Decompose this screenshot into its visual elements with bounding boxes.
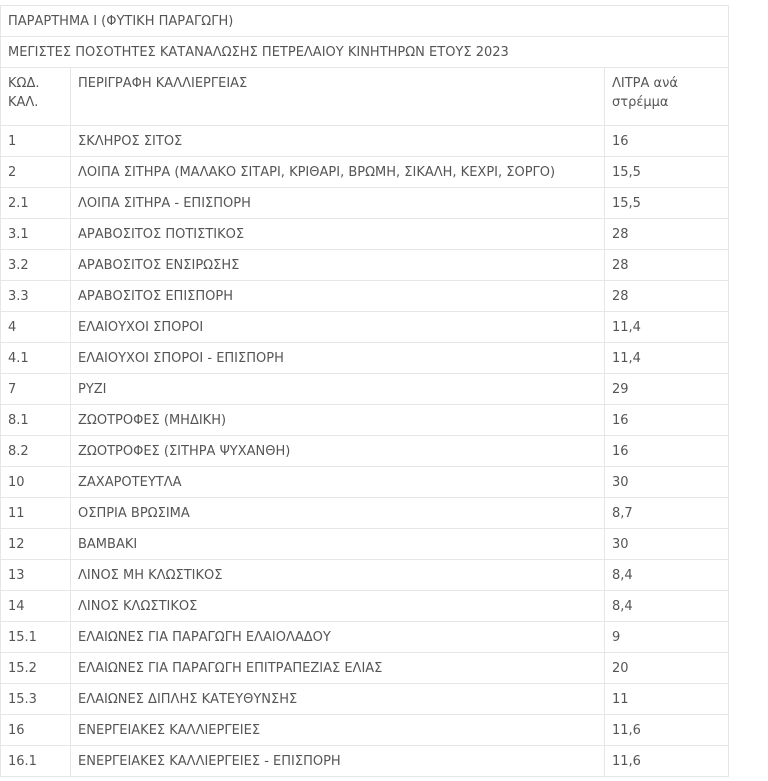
cell-liters: 16 [605,436,729,467]
table-row [1,405,729,436]
cell-code: 2 [1,157,71,188]
cell-code: 16.1 [1,746,71,777]
cell-code: 10 [1,467,71,498]
cell-code: 15.1 [1,622,71,653]
cell-liters: 11,4 [605,343,729,374]
header-liters: ΛΙΤΡΑ ανά στρέμμα [605,68,729,126]
cell-liters: 8,4 [605,591,729,622]
cell-code: 2.1 [1,188,71,219]
cell-description: ΛΙΝΟΣ ΜΗ ΚΛΩΣΤΙΚΟΣ [71,560,605,591]
cell-code: 14 [1,591,71,622]
table-row [1,560,729,591]
table-row [1,312,729,343]
cell-description: ΕΛΑΙΩΝΕΣ ΓΙΑ ΠΑΡΑΓΩΓΗ ΕΛΑΙΟΛΑΔΟΥ [71,622,605,653]
table-title-row [1,37,729,68]
cell-code: 16 [1,715,71,746]
table-row [1,715,729,746]
cell-code: 3.3 [1,281,71,312]
header-description: ΠΕΡΙΓΡΑΦΗ ΚΑΛΛΙΕΡΓΕΙΑΣ [71,68,605,126]
cell-code: 8.2 [1,436,71,467]
header-code: ΚΩΔ. ΚΑΛ. [1,68,71,126]
cell-liters: 28 [605,281,729,312]
cell-description: ΕΛΑΙΟΥΧΟΙ ΣΠΟΡΟΙ - ΕΠΙΣΠΟΡΗ [71,343,605,374]
cell-code: 1 [1,126,71,157]
cell-description: ΒΑΜΒΑΚΙ [71,529,605,560]
table-row [1,219,729,250]
cell-description: ΣΚΛΗΡΟΣ ΣΙΤΟΣ [71,126,605,157]
cell-description: ΡΥΖΙ [71,374,605,405]
table-row [1,343,729,374]
cell-code: 11 [1,498,71,529]
table-row [1,591,729,622]
cell-liters: 11,6 [605,715,729,746]
annex-title: ΠΑΡΑΡΤΗΜΑ Ι (ΦΥΤΙΚΗ ΠΑΡΑΓΩΓΗ) [1,6,729,37]
cell-code: 4.1 [1,343,71,374]
cell-code: 8.1 [1,405,71,436]
cell-description: ΑΡΑΒΟΣΙΤΟΣ ΠΟΤΙΣΤΙΚΟΣ [71,219,605,250]
cell-liters: 20 [605,653,729,684]
cell-code: 15.2 [1,653,71,684]
cell-description: ΖΩΟΤΡΟΦΕΣ (ΣΙΤΗΡΑ ΨΥΧΑΝΘΗ) [71,436,605,467]
table-row [1,653,729,684]
cell-liters: 16 [605,405,729,436]
table-row [1,157,729,188]
annex-title-row [1,6,729,37]
cell-liters: 9 [605,622,729,653]
table-row [1,126,729,157]
cell-description: ΕΛΑΙΩΝΕΣ ΔΙΠΛΗΣ ΚΑΤΕΥΘΥΝΣΗΣ [71,684,605,715]
cell-liters: 28 [605,219,729,250]
cell-description: ΛΟΙΠΑ ΣΙΤΗΡΑ (ΜΑΛΑΚΟ ΣΙΤΑΡΙ, ΚΡΙΘΑΡΙ, ΒΡΩΜΗ, ΣΙΚΑΛΗ, ΚΕΧΡΙ, ΣΟΡΓΟ) [71,157,605,188]
cell-description: ΕΛΑΙΟΥΧΟΙ ΣΠΟΡΟΙ [71,312,605,343]
cell-description: ΟΣΠΡΙΑ ΒΡΩΣΙΜΑ [71,498,605,529]
cell-liters: 8,4 [605,560,729,591]
cell-description: ΕΝΕΡΓΕΙΑΚΕΣ ΚΑΛΛΙΕΡΓΕΙΕΣ - ΕΠΙΣΠΟΡΗ [71,746,605,777]
table-row [1,281,729,312]
cell-code: 15.3 [1,684,71,715]
cell-description: ΕΝΕΡΓΕΙΑΚΕΣ ΚΑΛΛΙΕΡΓΕΙΕΣ [71,715,605,746]
cell-liters: 11,4 [605,312,729,343]
table-row [1,374,729,405]
cell-code: 3.2 [1,250,71,281]
fuel-quota-table-container [0,5,728,777]
cell-description: ΛΙΝΟΣ ΚΛΩΣΤΙΚΟΣ [71,591,605,622]
cell-code: 12 [1,529,71,560]
cell-liters: 30 [605,467,729,498]
cell-code: 7 [1,374,71,405]
cell-liters: 11 [605,684,729,715]
cell-code: 3.1 [1,219,71,250]
table-title: ΜΕΓΙΣΤΕΣ ΠΟΣΟΤΗΤΕΣ ΚΑΤΑΝΑΛΩΣΗΣ ΠΕΤΡΕΛΑΙΟΥ ΚΙΝΗΤΗΡΩΝ ΕΤΟΥΣ 2023 [1,37,729,68]
table-row [1,467,729,498]
cell-liters: 15,5 [605,157,729,188]
cell-description: ΛΟΙΠΑ ΣΙΤΗΡΑ - ΕΠΙΣΠΟΡΗ [71,188,605,219]
cell-liters: 28 [605,250,729,281]
cell-liters: 15,5 [605,188,729,219]
cell-description: ΖΩΟΤΡΟΦΕΣ (ΜΗΔΙΚΗ) [71,405,605,436]
header-row [1,68,729,126]
table-row [1,498,729,529]
cell-code: 13 [1,560,71,591]
table-row [1,250,729,281]
cell-description: ΑΡΑΒΟΣΙΤΟΣ ΕΠΙΣΠΟΡΗ [71,281,605,312]
cell-liters: 11,6 [605,746,729,777]
table-row [1,436,729,467]
table-row [1,684,729,715]
cell-description: ΖΑΧΑΡΟΤΕΥΤΛΑ [71,467,605,498]
cell-code: 4 [1,312,71,343]
table-row [1,746,729,777]
table-row [1,188,729,219]
cell-liters: 16 [605,126,729,157]
cell-liters: 30 [605,529,729,560]
cell-description: ΕΛΑΙΩΝΕΣ ΓΙΑ ΠΑΡΑΓΩΓΗ ΕΠΙΤΡΑΠΕΖΙΑΣ ΕΛΙΑΣ [71,653,605,684]
cell-description: ΑΡΑΒΟΣΙΤΟΣ ΕΝΣΙΡΩΣΗΣ [71,250,605,281]
cell-liters: 8,7 [605,498,729,529]
fuel-quota-table [0,5,729,777]
cell-liters: 29 [605,374,729,405]
table-row [1,529,729,560]
table-row [1,622,729,653]
